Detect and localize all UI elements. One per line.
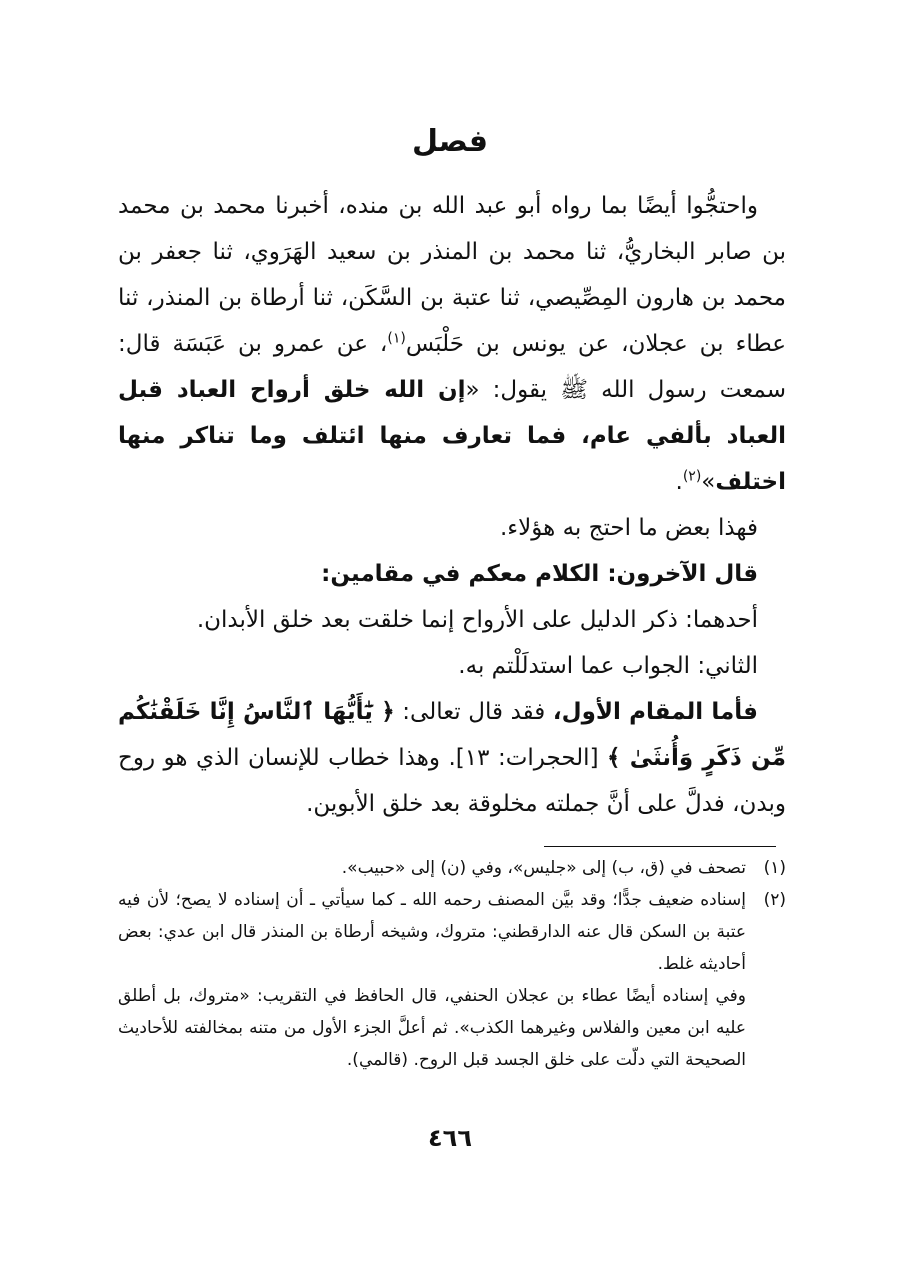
footnote-1 [118,852,786,884]
quran-intro: فقد قال تعالى: [394,699,553,725]
paragraph-others-said: قال الآخرون: الكلام معكم في مقامين: [321,561,758,587]
footnote-separator [544,846,776,847]
quote-close: » [701,469,716,495]
quran-verse: ﴿ يَٰٓأَيُّهَا ٱلنَّاسُ إِنَّا خَلَقْنَٰكُم مِّن ذَكَرٍ وَأُنثَىٰ ﴾ [118,699,786,771]
footnote-1-text: تصحف في (ق، ب) إلى «جليس»، وفي (ن) إلى «حبيب». [341,858,746,878]
isnad-text-2: ، عن عمرو بن عَبَسَة قال: سمعت رسول الله ﷺ يقول: « [118,331,786,403]
paragraph-quran-evidence [118,689,786,827]
isnad-text: واحتجُّوا أيضًا بما رواه أبو عبد الله بن منده، أخبرنا محمد بن محمد بن صابر البخاريُّ، ثنا محمد بن المنذر بن سعيد الهَرَوي، ثنا جعفر بن محمد بن هارون المِصِّيصي، ثنا عتبة بن السَّكَن، ثنا أرطاة بن المنذر، ثنا عطاء بن عجلان، عن يونس بن حَلْبَس [118,193,786,357]
quran-commentary: [الحجرات: ١٣]. وهذا خطاب للإنسان الذي هو روح وبدن، فدلَّ على أنَّ جملته مخلوقة بعد خلق الأبوين. [118,745,786,817]
footnotes [118,852,786,1076]
sentence-end: . [675,469,683,495]
footnote-2-text: إسناده ضعيف جدًّا؛ وقد بيَّن المصنف رحمه الله ـ كما سيأتي ـ أن إسناده لا يصح؛ لأن فيه عتبة بن السكن قال عنه الدارقطني: متروك، وشيخه أرطاة بن المنذر قال ابن عدي: بعض أحاديثه غلط. [118,890,746,974]
main-text [118,183,786,827]
page-number: ٤٦٦ [428,1124,472,1152]
footnote-2 [118,884,786,980]
paragraph-first-station: أحدهما: ذكر الدليل على الأرواح إنما خلقت بعد خلق الأبدان. [196,607,758,633]
paragraph-second-station: الثاني: الجواب عما استدلَلْتم به. [458,653,758,679]
paragraph-summary: فهذا بعض ما احتج به هؤلاء. [500,515,758,541]
footnote-ref-2[interactable]: (٢) [682,468,702,485]
hadith-matn: إن الله خلق أرواح العباد قبل العباد بألفي عام، فما تعارف منها ائتلف وما تناكر منها اختلف [118,377,786,495]
footnote-2-number: (٢) [763,890,786,910]
footnote-2-continuation: وفي إسناده أيضًا عطاء بن عجلان الحنفي، قال الحافظ في التقريب: «متروك، بل أطلق عليه ابن معين والفلاس وغيرهما الكذب». ثم أعلَّ الجزء الأول من متنه بمخالفته للأحاديث الصحيحة التي دلّت على خلق الجسد قبل الروح. (قالمي). [118,986,746,1070]
footnote-1-number: (١) [763,858,786,878]
paragraph-hadith-chain [118,183,786,505]
first-station-lead: فأما المقام الأول، [552,699,758,725]
footnote-ref-1[interactable]: (١) [387,330,406,347]
section-title: فصل [412,124,488,159]
